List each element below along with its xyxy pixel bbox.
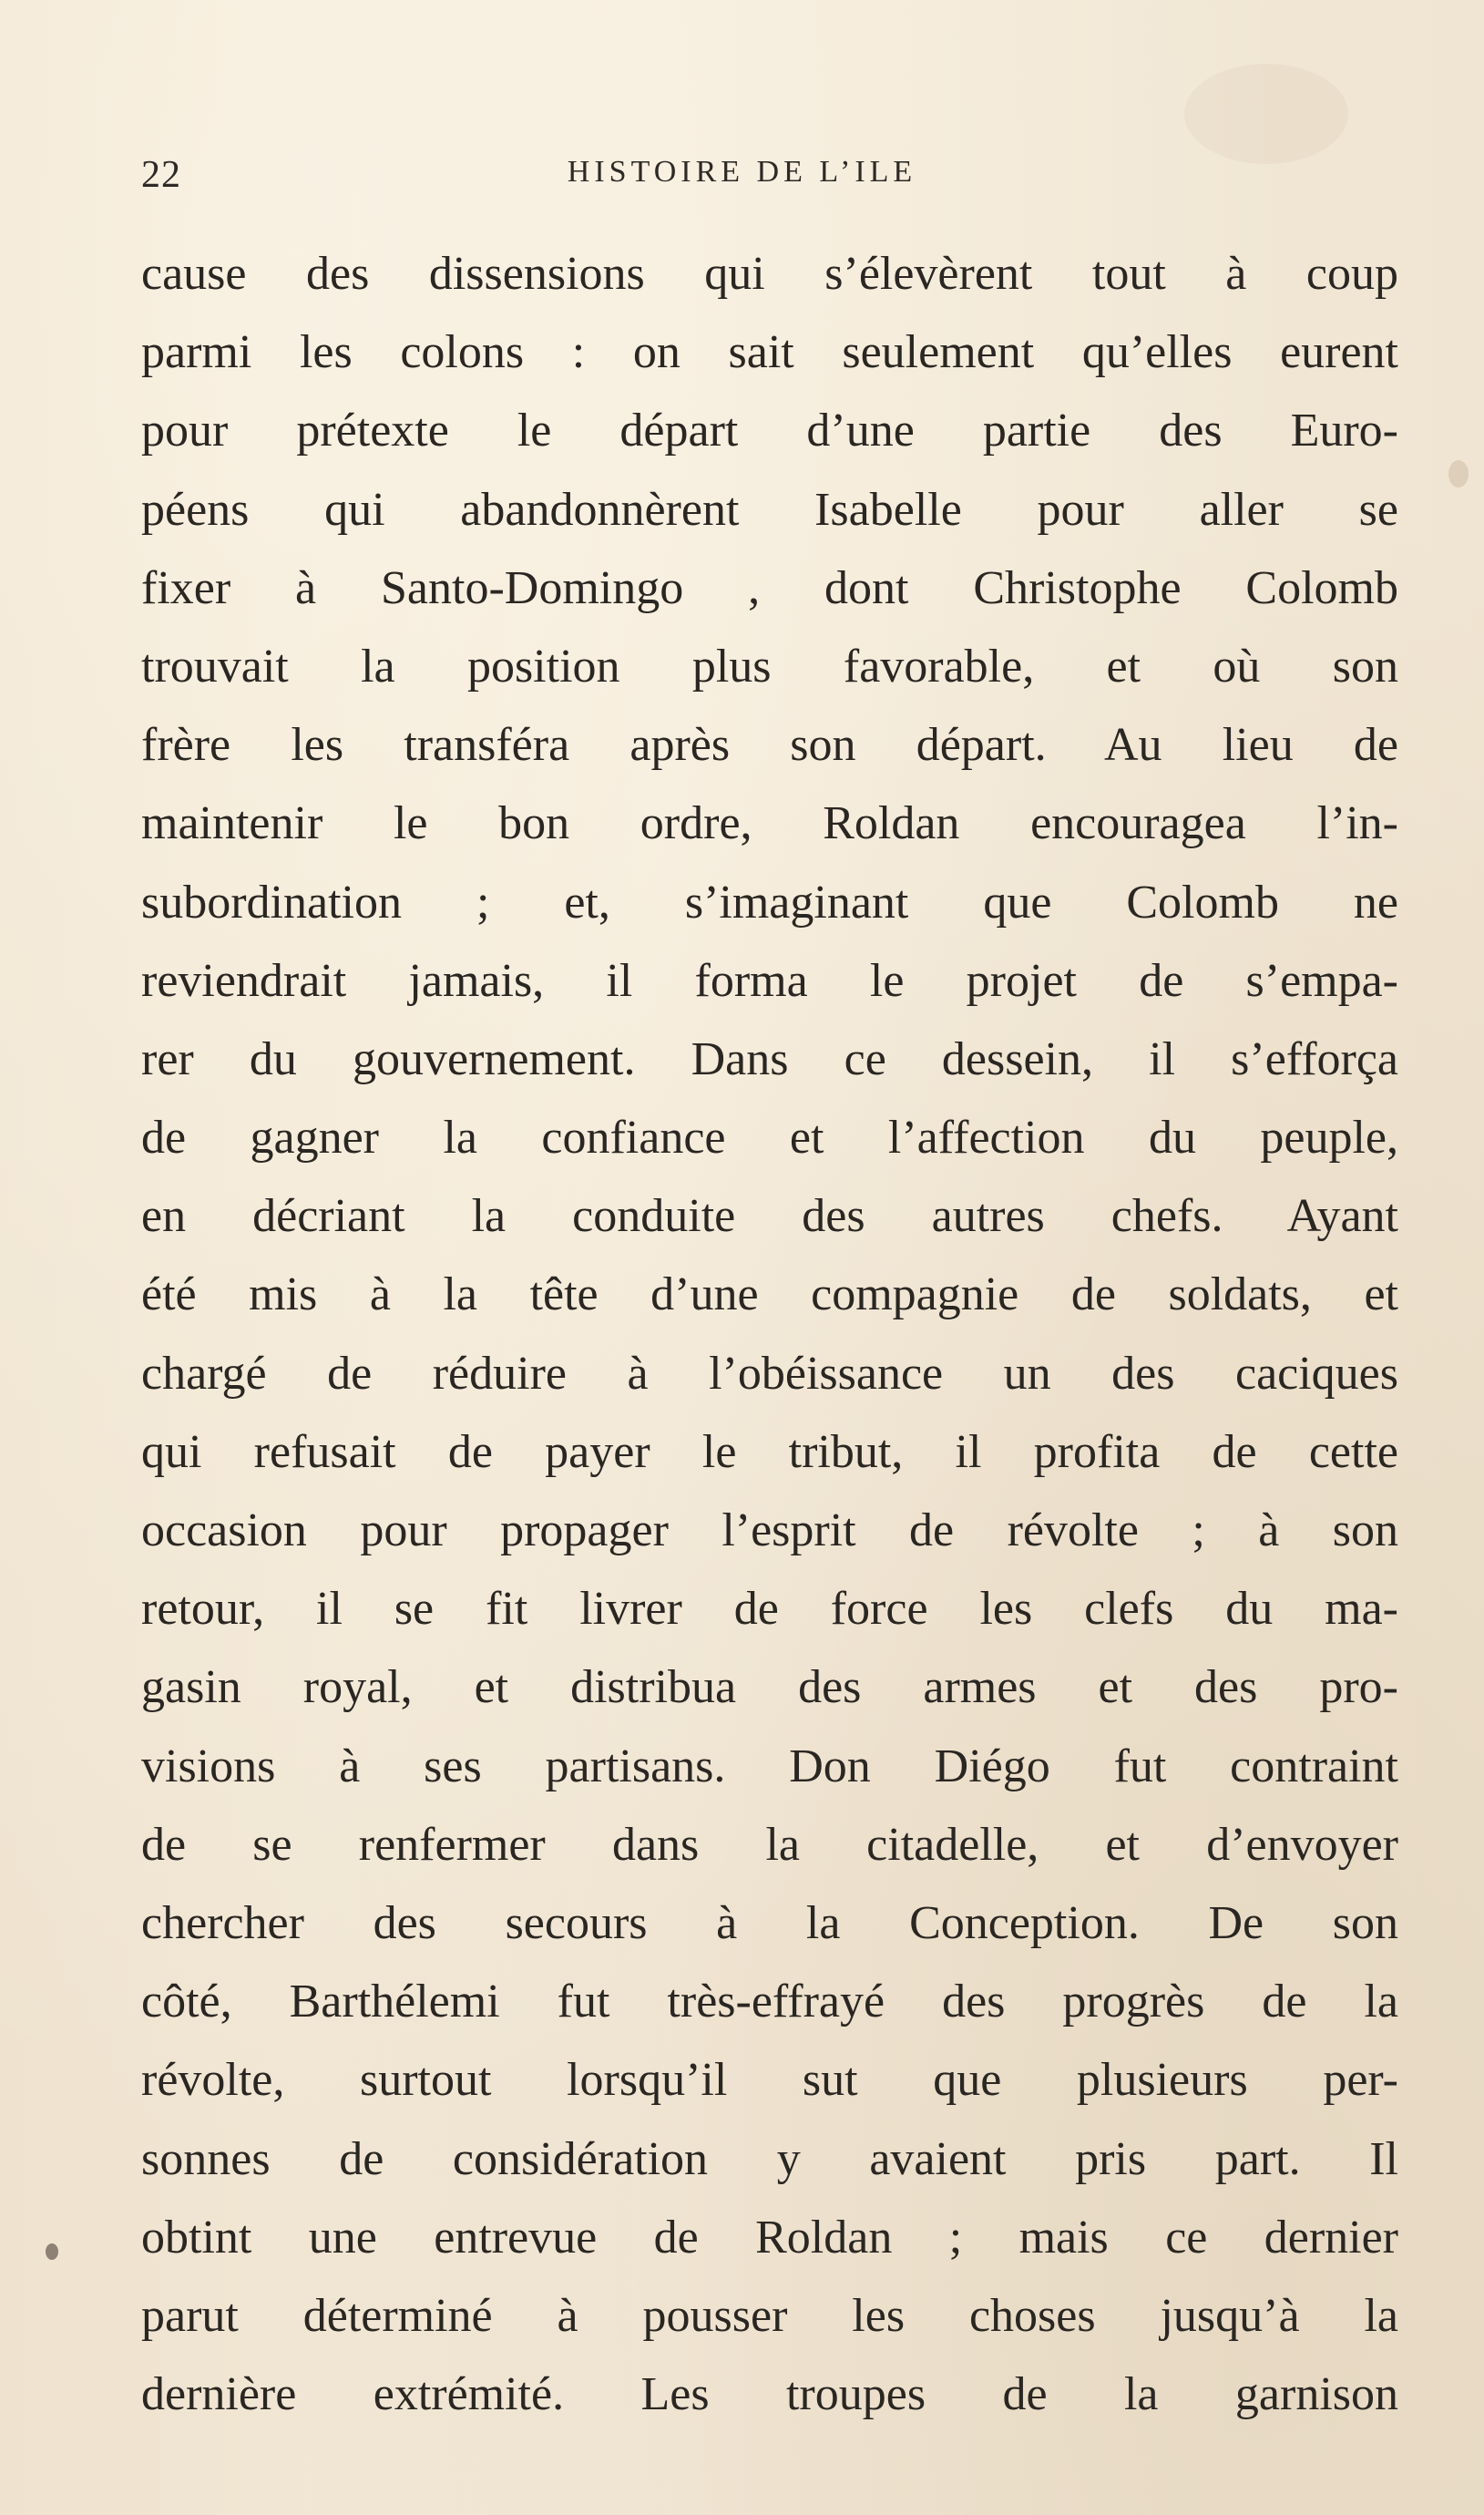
paper-stain <box>46 2243 58 2260</box>
text-line: reviendrait jamais, il forma le projet de s’empa- <box>141 954 1398 1007</box>
text-line: trouvait la position plus favorable, et où son <box>141 640 1398 693</box>
text-line: dernière extrémité. Les troupes de la garnison <box>141 2368 1398 2421</box>
text-line: révolte, surtout lorsqu’il sut que plusieurs per- <box>141 2054 1398 2107</box>
text-line: occasion pour propager l’esprit de révolte ; à son <box>141 1504 1398 1556</box>
text-line: rer du gouvernement. Dans ce dessein, il s’efforça <box>141 1032 1398 1085</box>
text-line: en décriant la conduite des autres chefs. Ayant <box>141 1190 1398 1243</box>
running-title: HISTOIRE DE L’ILE <box>567 155 917 189</box>
text-line: qui refusait de payer le tribut, il profita de cette <box>141 1425 1398 1478</box>
text-line: pour prétexte le départ d’une partie des Euro- <box>141 405 1398 457</box>
text-line: péens qui abandonnèrent Isabelle pour aller se <box>141 483 1398 536</box>
text-line: chercher des secours à la Conception. De son <box>141 1896 1398 1949</box>
running-head <box>141 146 1343 200</box>
paper-stain <box>1448 460 1469 488</box>
text-line: frère les transféra après son départ. Au lieu de <box>141 719 1398 772</box>
text-line: visions à ses partisans. Don Diégo fut contraint <box>141 1740 1398 1792</box>
text-line: parut déterminé à pousser les choses jusqu’à la <box>141 2289 1398 2342</box>
text-line: parmi les colons : on sait seulement qu’elles eurent <box>141 326 1398 379</box>
text-line: de se renfermer dans la citadelle, et d’envoyer <box>141 1818 1398 1871</box>
text-line: cause des dissensions qui s’élevèrent tout à coup <box>141 248 1398 300</box>
text-line: subordination ; et, s’imaginant que Colomb ne <box>141 876 1398 929</box>
text-line: retour, il se fit livrer de force les clefs du ma- <box>141 1583 1398 1636</box>
text-line: de gagner la confiance et l’affection du peuple, <box>141 1112 1398 1165</box>
text-line: fixer à Santo-Domingo , dont Christophe Colomb <box>141 561 1398 614</box>
text-line: été mis à la tête d’une compagnie de soldats, et <box>141 1268 1398 1321</box>
body-text <box>141 235 1398 2434</box>
text-line: côté, Barthélemi fut très-effrayé des progrès de la <box>141 1976 1398 2028</box>
text-line: maintenir le bon ordre, Roldan encouragea l’in- <box>141 797 1398 850</box>
text-line: gasin royal, et distribua des armes et des pro- <box>141 1661 1398 1714</box>
text-line: obtint une entrevue de Roldan ; mais ce dernier <box>141 2211 1398 2264</box>
text-line: sonnes de considération y avaient pris part. Il <box>141 2132 1398 2185</box>
text-line: chargé de réduire à l’obéissance un des caciques <box>141 1347 1398 1400</box>
page-number: 22 <box>141 154 181 196</box>
